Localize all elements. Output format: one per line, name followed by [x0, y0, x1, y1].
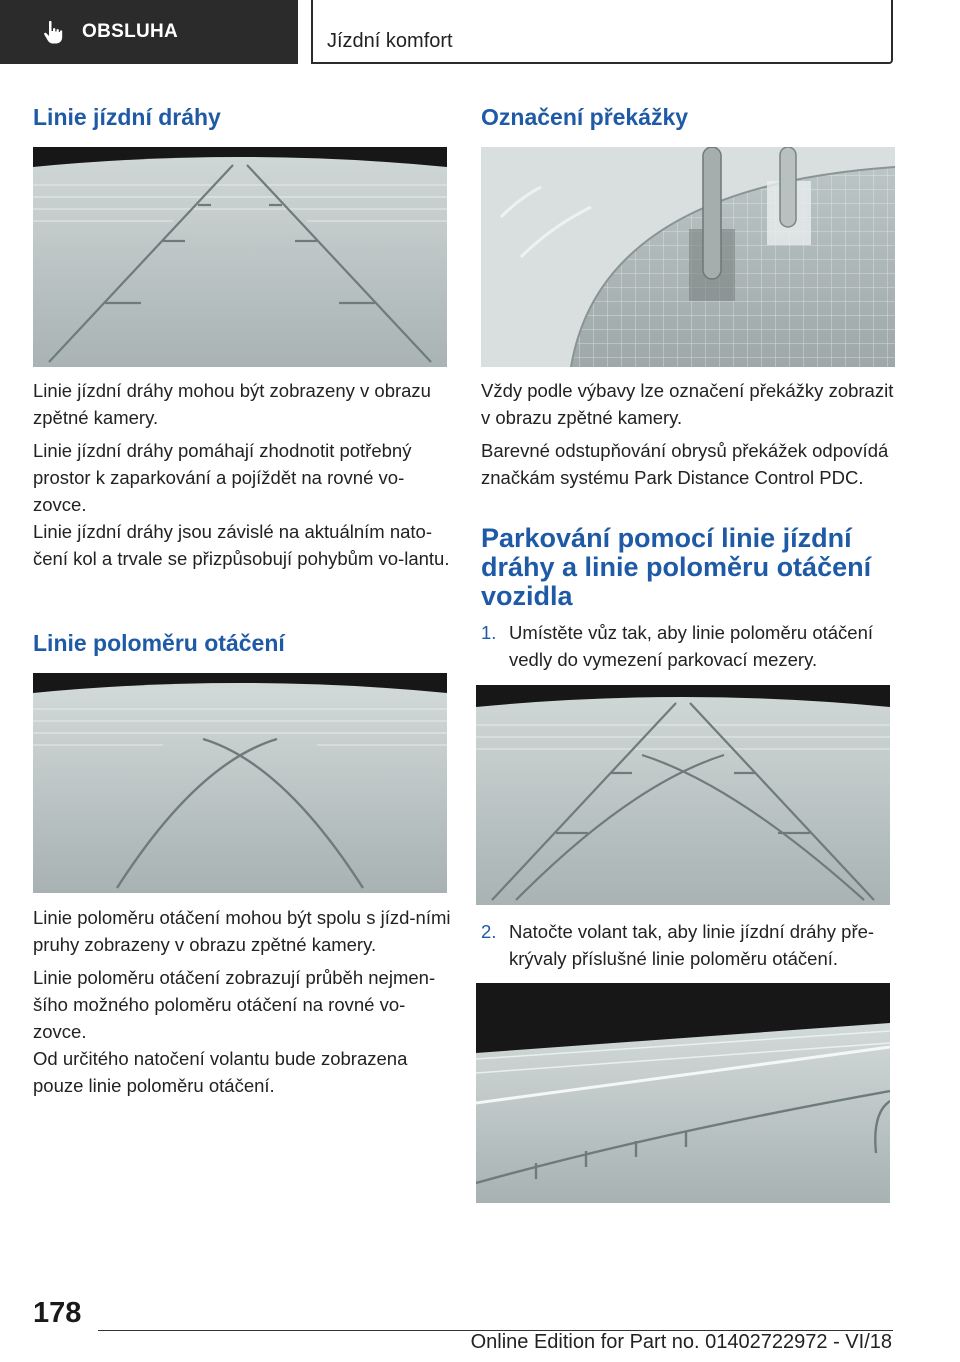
heading-obstacle-marking: Označení překážky	[481, 104, 689, 130]
obstacle-paragraph-1: Vždy podle výbavy lze označení překážky zobrazit v obrazu zpětné kamery.	[481, 380, 894, 428]
lane-lines-paragraph-1: Linie jízdní dráhy mohou být zobrazeny v obrazu zpětné kamery.	[33, 380, 431, 428]
step-1	[481, 619, 901, 675]
parking-step-2-image	[476, 983, 890, 1203]
turning-radius-image	[33, 673, 447, 893]
section-header	[311, 0, 893, 64]
step-2-text: Natočte volant tak, aby linie jízdní dráhy pře‐krývaly příslušné linie poloměru otáčení.	[509, 921, 875, 969]
hand-pointer-icon	[40, 19, 66, 45]
section-title: Jízdní komfort	[327, 30, 453, 52]
step-2-number: 2.	[481, 921, 497, 942]
heading-parking-with-lines: Parkování pomocí linie jízdní dráhy a linie poloměru otáčení vozidla	[481, 523, 872, 611]
parking-step-1-image	[476, 685, 890, 905]
heading-turning-radius: Linie poloměru otáčení	[33, 630, 285, 656]
step-2	[481, 918, 901, 974]
page-number: 178	[33, 1297, 82, 1329]
obstacle-paragraph-2: Barevné odstupňování obrysů překážek odpovídá značkám systému Park Distance Control PDC.	[481, 440, 889, 488]
step-1-number: 1.	[481, 622, 497, 643]
turning-radius-paragraph-2: Linie poloměru otáčení zobrazují průběh nejmen‐šího možného poloměru otáčení na rovné vo‐zovce.	[33, 967, 436, 1042]
heading-lane-lines: Linie jízdní dráhy	[33, 104, 221, 130]
footer-edition: Online Edition for Part no. 01402722972 - VI/18	[470, 1331, 892, 1353]
header-tab-label: OBSLUHA	[82, 21, 179, 42]
lane-lines-paragraph-2: Linie jízdní dráhy pomáhají zhodnotit potřebný prostor k zaparkování a pojíždět na rovné vo‐zovce.	[33, 440, 412, 515]
lane-lines-paragraph-3: Linie jízdní dráhy jsou závislé na aktuálním nato‐čení kol a trvale se přizpůsobují pohybům vo‐lantu.	[33, 521, 450, 569]
turning-radius-paragraph-1: Linie poloměru otáčení mohou být spolu s jízd‐ními pruhy zobrazeny v obrazu zpětné kamery.	[33, 907, 451, 955]
header-tab	[0, 0, 298, 64]
obstacle-marking-image	[481, 147, 895, 367]
turning-radius-paragraph-3: Od určitého natočení volantu bude zobrazena pouze linie poloměru otáčení.	[33, 1048, 408, 1096]
step-1-text: Umístěte vůz tak, aby linie poloměru otáčení vedly do vymezení parkovací mezery.	[509, 622, 874, 670]
lane-lines-image	[33, 147, 447, 367]
